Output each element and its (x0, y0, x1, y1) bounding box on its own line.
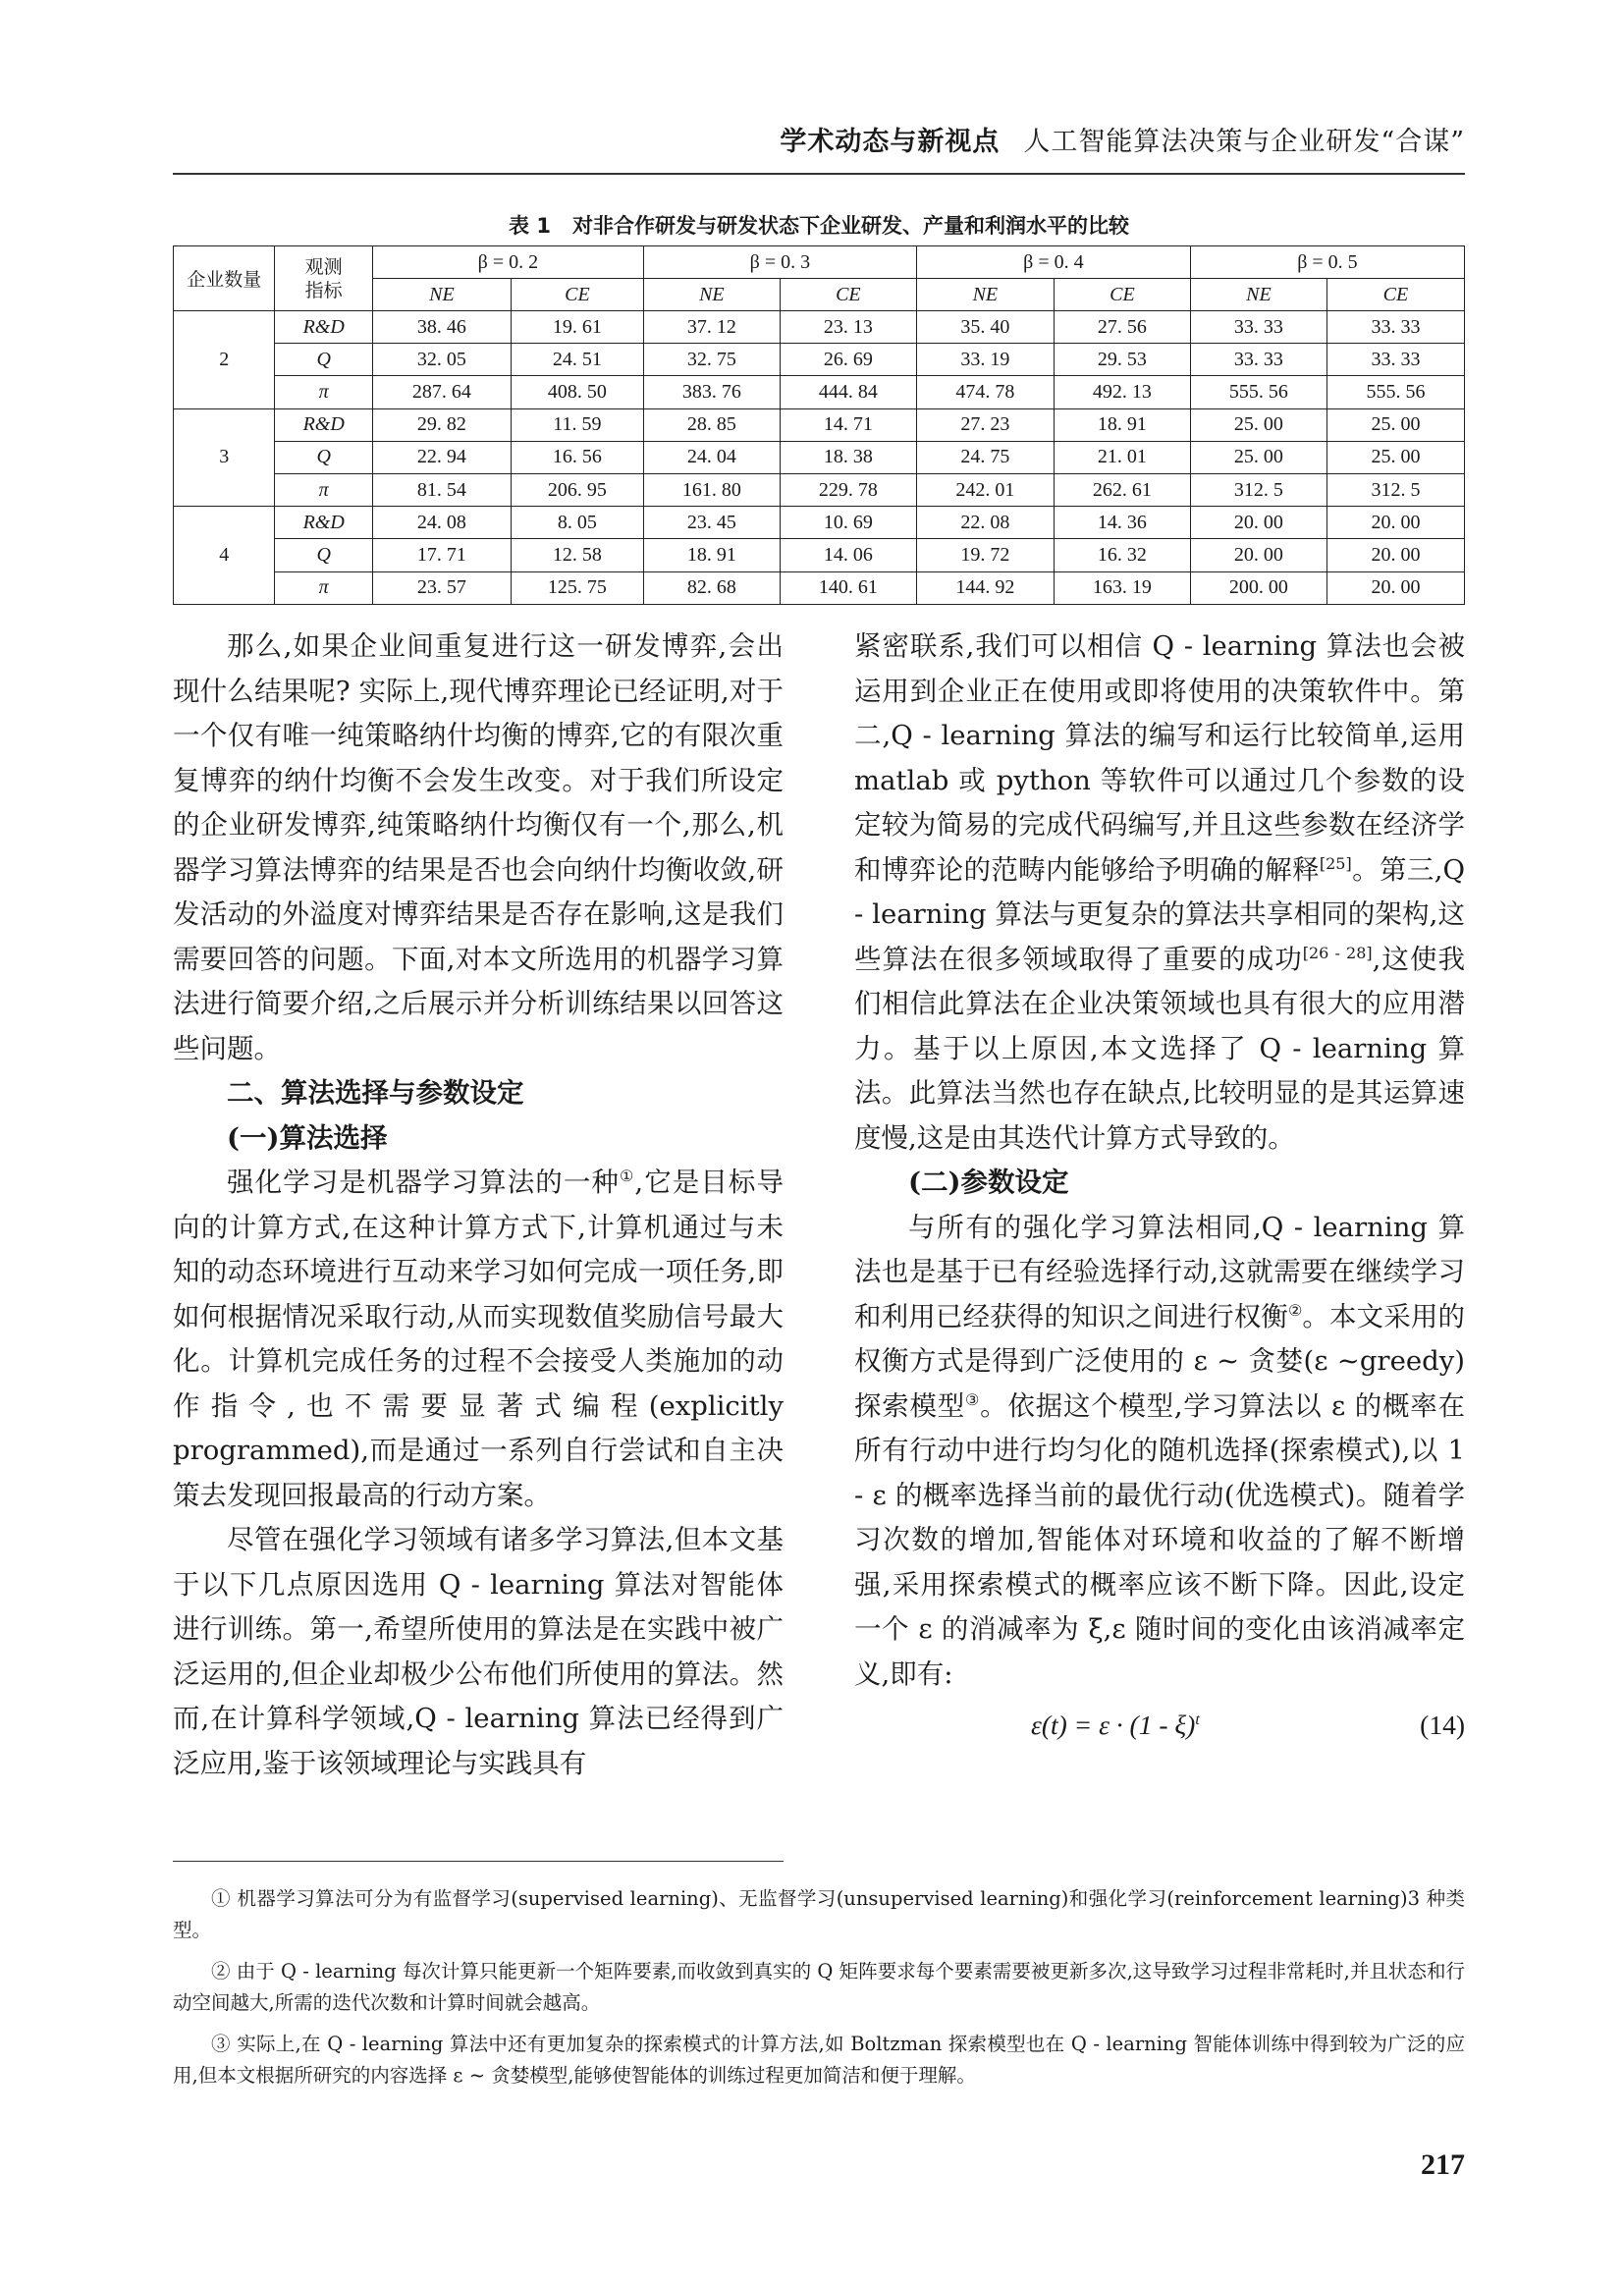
table-row (174, 344, 1465, 376)
value-cell: 18. 91 (643, 539, 780, 571)
footnote-ref[interactable]: ③ (965, 1389, 981, 1409)
value-cell: 25. 00 (1326, 441, 1464, 473)
value-cell: 28. 85 (643, 408, 780, 441)
value-cell: 10. 69 (780, 507, 916, 539)
header-firm-count: 企业数量 (174, 246, 275, 311)
metric-cell: R&D (275, 507, 372, 539)
value-cell: 27. 23 (916, 408, 1054, 441)
value-cell: 25. 00 (1190, 441, 1326, 473)
value-cell: 21. 01 (1054, 441, 1190, 473)
value-cell: 33. 33 (1190, 344, 1326, 376)
value-cell: 125. 75 (511, 571, 643, 604)
footnote-ref[interactable]: ① (619, 1166, 635, 1185)
running-header (173, 120, 1465, 158)
value-cell: 206. 95 (511, 473, 643, 506)
table-title: 对非合作研发与研发状态下企业研发、产量和利润水平的比较 (571, 214, 1129, 238)
table-row (174, 473, 1465, 506)
value-cell: 20. 00 (1190, 539, 1326, 571)
value-cell: 82. 68 (643, 571, 780, 604)
value-cell: 23. 45 (643, 507, 780, 539)
metric-cell: R&D (275, 408, 372, 441)
value-cell: 12. 58 (511, 539, 643, 571)
value-cell: 20. 00 (1326, 507, 1464, 539)
text-run: 紧密联系,我们可以相信 Q - learning 算法也会被运用到企业正在使用或即将使用的决策软件中。第二,Q - learning 算法的编写和运行比较简单,运用 matlab 或 python 等软件可以通过几个参数的设定较为简易的完成代码编写,并且这些参数在经济学和博弈论的范畴内能够给予明确的解释 (854, 630, 1465, 886)
citation-ref[interactable]: [26 - 28] (1302, 943, 1373, 962)
header-beta: β = 0. 3 (643, 246, 916, 279)
value-cell: 383. 76 (643, 376, 780, 408)
paragraph: 尽管在强化学习领域有诸多学习算法,但本文基于以下几点原因选用 Q - learning 算法对智能体进行训练。第一,希望所使用的算法是在实践中被广泛运用的,但企业却极少公布他们所使用的算法。然而,在计算科学领域,Q - learning 算法已经得到广泛应用,鉴于该领域理论与实践具有 (173, 1524, 784, 1779)
section-heading: 二、算法选择与参数设定 (227, 1077, 524, 1109)
firm-count-cell: 2 (174, 311, 275, 409)
metric-cell: π (275, 473, 372, 506)
paragraph (173, 1161, 784, 1518)
value-cell: 25. 00 (1190, 408, 1326, 441)
value-cell: 312. 5 (1326, 473, 1464, 506)
value-cell: 24. 51 (511, 344, 643, 376)
value-cell: 474. 78 (916, 376, 1054, 408)
value-cell: 555. 56 (1190, 376, 1326, 408)
table-row (174, 571, 1465, 604)
value-cell: 24. 75 (916, 441, 1054, 473)
value-cell: 23. 13 (780, 311, 916, 344)
value-cell: 81. 54 (372, 473, 511, 506)
paragraph: 那么,如果企业间重复进行这一研发博弈,会出现什么结果呢? 实际上,现代博弈理论已经证明,对于一个仅有唯一纯策略纳什均衡的博弈,它的有限次重复博弈的纳什均衡不会发生改变。对于我们所设定的企业研发博弈,纯策略纳什均衡仅有一个,那么,机器学习算法博弈的结果是否也会向纳什均衡收敛,研发活动的外溢度对博弈结果是否存在影响,这是我们需要回答的问题。下面,对本文所选用的机器学习算法进行简要介绍,之后展示并分析训练结果以回答这些问题。 (173, 630, 784, 1064)
table-number: 表 1 (509, 214, 551, 238)
metric-cell: Q (275, 441, 372, 473)
page-number: 217 (1421, 2148, 1465, 2181)
text-run: 。依据这个模型,学习算法以 ε 的概率在所有行动中进行均匀化的随机选择(探索模式),以 1 - ε 的概率选择当前的最优行动(优选模式)。随着学习次数的增加,智能体对环境和收益的了解不断增强,采用探索模式的概率应该不断下降。因此,设定一个 ε 的消减率为 ξ,ε 随时间的变化由该消减率定义,即有: (854, 1389, 1466, 1690)
header-ce: CE (1326, 279, 1464, 311)
paragraph (854, 1206, 1465, 1698)
value-cell: 26. 69 (780, 344, 916, 376)
footnotes (173, 1883, 1465, 2101)
equation-text: ε(t) = ε · (1 - ξ) (1031, 1710, 1196, 1740)
value-cell: 242. 01 (916, 473, 1054, 506)
value-cell: 38. 46 (372, 311, 511, 344)
value-cell: 27. 56 (1054, 311, 1190, 344)
value-cell: 161. 80 (643, 473, 780, 506)
value-cell: 32. 05 (372, 344, 511, 376)
value-cell: 14. 06 (780, 539, 916, 571)
footnote: ② 由于 Q - learning 每次计算只能更新一个矩阵要素,而收敛到真实的 Q 矩阵要求每个要素需要被更新多次,这导致学习过程非常耗时,并且状态和行动空间越大,所需的迭代次数和计算时间就会越高。 (173, 1960, 1465, 2014)
value-cell: 555. 56 (1326, 376, 1464, 408)
value-cell: 33. 19 (916, 344, 1054, 376)
value-cell: 24. 04 (643, 441, 780, 473)
equation-number: (14) (1420, 1710, 1465, 1740)
citation-ref[interactable]: [25] (1319, 853, 1352, 873)
header-ne: NE (643, 279, 780, 311)
metric-cell: R&D (275, 311, 372, 344)
value-cell: 14. 71 (780, 408, 916, 441)
value-cell: 20. 00 (1326, 571, 1464, 604)
value-cell: 20. 00 (1326, 539, 1464, 571)
text-run: 强化学习是机器学习算法的一种 (227, 1167, 620, 1198)
value-cell: 8. 05 (511, 507, 643, 539)
header-ce: CE (780, 279, 916, 311)
left-column (173, 625, 784, 1786)
value-cell: 229. 78 (780, 473, 916, 506)
value-cell: 23. 57 (372, 571, 511, 604)
table-body (174, 311, 1465, 605)
value-cell: 16. 32 (1054, 539, 1190, 571)
value-cell: 144. 92 (916, 571, 1054, 604)
value-cell: 312. 5 (1190, 473, 1326, 506)
value-cell: 444. 84 (780, 376, 916, 408)
header-ne: NE (916, 279, 1054, 311)
value-cell: 29. 53 (1054, 344, 1190, 376)
value-cell: 35. 40 (916, 311, 1054, 344)
footnote-ref[interactable]: ② (1287, 1300, 1303, 1320)
value-cell: 19. 72 (916, 539, 1054, 571)
value-cell: 18. 91 (1054, 408, 1190, 441)
subsection-heading: (一)算法选择 (227, 1121, 388, 1154)
value-cell: 200. 00 (1190, 571, 1326, 604)
value-cell: 262. 61 (1054, 473, 1190, 506)
value-cell: 22. 08 (916, 507, 1054, 539)
value-cell: 16. 56 (511, 441, 643, 473)
table-row (174, 376, 1465, 408)
value-cell: 19. 61 (511, 311, 643, 344)
value-cell: 33. 33 (1326, 311, 1464, 344)
header-beta: β = 0. 2 (372, 246, 643, 279)
table-row (174, 507, 1465, 539)
text-run: 与所有的强化学习算法相同,Q - learning 算法也是基于已有经验选择行动,这就需要在继续学习和利用已经获得的知识之间进行权衡 (854, 1211, 1465, 1332)
value-cell: 492. 13 (1054, 376, 1190, 408)
value-cell: 24. 08 (372, 507, 511, 539)
firm-count-cell: 3 (174, 408, 275, 507)
footnote-rule (173, 1861, 784, 1862)
header-beta: β = 0. 4 (916, 246, 1190, 279)
equation-exponent: t (1195, 1711, 1200, 1728)
header-rule (173, 173, 1465, 175)
footnote: ① 机器学习算法可分为有监督学习(supervised learning)、无监督学习(unsupervised learning)和强化学习(reinforcement learning)3 种类型。 (173, 1887, 1465, 1941)
value-cell: 33. 33 (1190, 311, 1326, 344)
article-title: 人工智能算法决策与企业研发“合谋” (1023, 127, 1465, 157)
table-caption (173, 210, 1465, 240)
header-ce: CE (511, 279, 643, 311)
value-cell: 287. 64 (372, 376, 511, 408)
firm-count-cell: 4 (174, 507, 275, 605)
journal-section-name: 学术动态与新视点 (780, 127, 1001, 157)
header-metric (275, 246, 372, 311)
metric-cell: Q (275, 539, 372, 571)
header-beta: β = 0. 5 (1190, 246, 1464, 279)
header-ne: NE (372, 279, 511, 311)
table-row (174, 539, 1465, 571)
header-metric-label: 观测指标 (304, 255, 343, 301)
value-cell: 32. 75 (643, 344, 780, 376)
value-cell: 14. 36 (1054, 507, 1190, 539)
value-cell: 17. 71 (372, 539, 511, 571)
text-run: 。本文采用的权衡方式是得到广泛使用的 ε ~ 贪婪(ε ~greedy) 探索模型 (854, 1300, 1466, 1422)
text-run: 。第三,Q - learning 算法与更复杂的算法共享相同的架构,这些算法在很多领域取得了重要的成功 (854, 853, 1466, 975)
right-column (854, 625, 1465, 1748)
value-cell: 22. 94 (372, 441, 511, 473)
value-cell: 11. 59 (511, 408, 643, 441)
header-ne: NE (1190, 279, 1326, 311)
table-row (174, 408, 1465, 441)
value-cell: 25. 00 (1326, 408, 1464, 441)
value-cell: 163. 19 (1054, 571, 1190, 604)
equation-14 (854, 1703, 1465, 1748)
value-cell: 29. 82 (372, 408, 511, 441)
footnote: ③ 实际上,在 Q - learning 算法中还有更加复杂的探索模式的计算方法,如 Boltzman 探索模型也在 Q - learning 智能体训练中得到较为广泛的应用,但本文根据所研究的内容选择 ε ~ 贪婪模型,能够使智能体的训练过程更加简洁和便于理解。 (173, 2033, 1465, 2087)
value-cell: 37. 12 (643, 311, 780, 344)
value-cell: 33. 33 (1326, 344, 1464, 376)
comparison-table (173, 245, 1465, 605)
paragraph (854, 625, 1465, 1161)
header-ce: CE (1054, 279, 1190, 311)
equation-body (1031, 1703, 1200, 1748)
table-row (174, 441, 1465, 473)
value-cell: 408. 50 (511, 376, 643, 408)
table-row (174, 311, 1465, 344)
metric-cell: π (275, 376, 372, 408)
value-cell: 140. 61 (780, 571, 916, 604)
text-run: ,它是目标导向的计算方式,在这种计算方式下,计算机通过与未知的动态环境进行互动来学习如何完成一项任务,即如何根据情况采取行动,从而实现数值奖励信号最大化。计算机完成任务的过程不会接受人类施加的动作指令,也不需要显著式编程(explicitly programmed),而是通过一系列自行尝试和自主决策去发现回报最高的行动方案。 (173, 1167, 784, 1511)
value-cell: 20. 00 (1190, 507, 1326, 539)
metric-cell: π (275, 571, 372, 604)
subsection-heading: (二)参数设定 (908, 1167, 1069, 1198)
metric-cell: Q (275, 344, 372, 376)
value-cell: 18. 38 (780, 441, 916, 473)
text-run: ,这使我们相信此算法在企业决策领域也具有很大的应用潜力。基于以上原因,本文选择了 Q - learning 算法。此算法当然也存在缺点,比较明显的是其运算速度慢,这是由其迭代计算方式导致的。 (854, 943, 1466, 1154)
